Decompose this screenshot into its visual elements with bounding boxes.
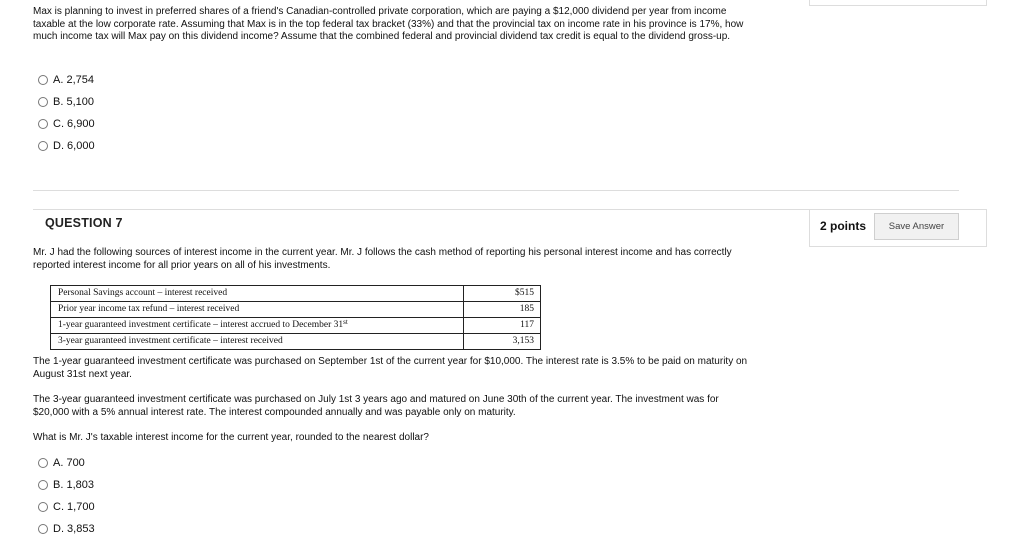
table-row-amount: 185 (464, 302, 541, 318)
q7-panel-divider (809, 209, 810, 247)
q7-radio-c[interactable] (38, 502, 48, 512)
q7-panel-bottom-border (809, 246, 987, 247)
q7-option-d[interactable] (38, 522, 95, 536)
q7-radio-b[interactable] (38, 480, 48, 490)
q7-paragraph-1: The 1-year guaranteed investment certificate was purchased on September 1st of the current year for $10,000. The interest rate is 3.5% to be paid on maturity on August 31st next year. (33, 356, 748, 380)
superscript-st: st (343, 318, 348, 326)
q7-option-b-label: B. 1,803 (53, 479, 94, 491)
q7-option-c[interactable] (38, 500, 95, 514)
q6-bottom-divider (33, 190, 959, 191)
q7-paragraph-2: The 3-year guaranteed investment certificate was purchased on July 1st 3 years ago and matured on June 30th of the current year. The investment was for $20,000 with a 5% annual interest rate. The interest compounded annually and was payable only on maturity. (33, 394, 719, 418)
q6-option-d-label: D. 6,000 (53, 140, 95, 152)
table-row (51, 302, 541, 318)
q7-option-a-label: A. 700 (53, 457, 85, 469)
question-6-text: Max is planning to invest in preferred shares of a friend's Canadian-controlled private corporation, which are paying a $12,000 dividend per year from income taxable at the low corporate rate. Assuming that Max is in the top federal tax bracket (33%) and that the provincial tax on income rate in his province is 17%, how much income tax will Max pay on this dividend income? Assume that the combined federal and provincial dividend tax credit is equal to the dividend gross-up. (33, 6, 744, 42)
q7-option-d-label: D. 3,853 (53, 523, 95, 535)
q6-option-a-label: A. 2,754 (53, 74, 94, 86)
q7-question-text: What is Mr. J's taxable interest income for the current year, rounded to the nearest dollar? (33, 432, 429, 443)
q6-radio-c[interactable] (38, 119, 48, 129)
points-value: 2 points (820, 219, 867, 233)
table-row-amount: 3,153 (464, 334, 541, 350)
q7-radio-d[interactable] (38, 524, 48, 534)
panel-top-border (809, 5, 987, 6)
q7-radio-a[interactable] (38, 458, 48, 468)
q7-option-c-label: C. 1,700 (53, 501, 95, 513)
q7-intro-text: Mr. J had the following sources of interest income in the current year. Mr. J follows the cash method of reporting his personal interest income and has correctly reported interest income for all prior years on all of his investments. (33, 247, 732, 271)
q6-option-b[interactable] (38, 95, 94, 109)
q6-option-c[interactable] (38, 117, 95, 131)
table-row (51, 286, 541, 302)
q6-radio-a[interactable] (38, 75, 48, 85)
table-row-amount: 117 (464, 318, 541, 334)
q6-option-b-label: B. 5,100 (53, 96, 94, 108)
q7-option-a[interactable] (38, 456, 85, 470)
panel-right-border-top (986, 0, 987, 6)
save-answer-button[interactable]: Save Answer (874, 213, 959, 240)
question-7-title: QUESTION 7 (45, 216, 123, 230)
table-row-desc: Prior year income tax refund – interest received (51, 302, 464, 318)
q6-option-c-label: C. 6,900 (53, 118, 95, 130)
table-row-desc-cell (51, 318, 464, 334)
q6-option-d[interactable] (38, 139, 95, 153)
q6-radio-b[interactable] (38, 97, 48, 107)
interest-income-table (50, 285, 541, 350)
q6-radio-d[interactable] (38, 141, 48, 151)
q7-header-top-border (33, 209, 987, 210)
table-row-amount: $515 (464, 286, 541, 302)
table-row-desc: 1-year guaranteed investment certificate – interest accrued to December 31 (58, 320, 344, 330)
table-row (51, 334, 541, 350)
q6-option-a[interactable] (38, 73, 94, 87)
table-row-desc: Personal Savings account – interest received (51, 286, 464, 302)
table-row-desc: 3-year guaranteed investment certificate – interest received (51, 334, 464, 350)
q7-option-b[interactable] (38, 478, 94, 492)
q7-panel-right-border (986, 209, 987, 247)
table-row (51, 318, 541, 334)
